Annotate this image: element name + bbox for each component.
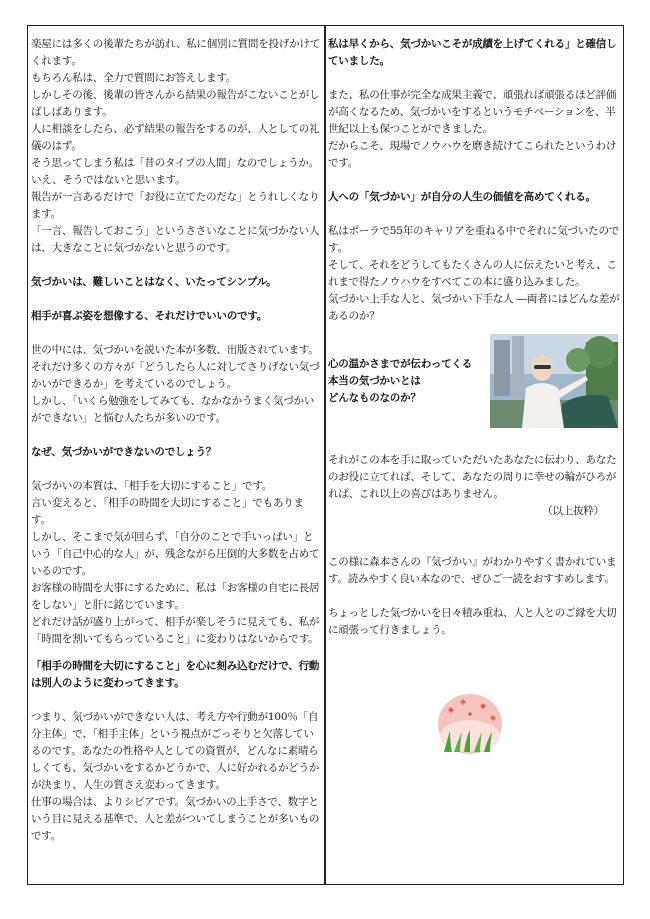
section-heading: 気づかいは、難しいことはなく、いたってシンプル。	[31, 276, 277, 288]
paragraph: どれだけ話が盛り上がって、相手が楽しそうに見えても、私が「時間を割いてもらっていること」に変わりはないからです。	[31, 616, 320, 645]
spacer	[328, 520, 620, 537]
photo-caption	[328, 356, 490, 407]
left-column	[31, 36, 321, 845]
paragraph: 楽屋には多くの後輩たちが訪れ、私に個別に質問を投げかけてくれます。	[31, 38, 321, 67]
paragraph: 気づかいの本質は、「相手を大切にすること」です。	[31, 480, 273, 492]
paragraph: もちろん私は、全力で質問にお答えします。	[31, 72, 237, 84]
spacer	[31, 692, 321, 709]
decorative-flower-illustration	[436, 692, 504, 756]
spacer	[31, 291, 321, 308]
paragraph: 人に相談をしたら、必ず結果の報告をするのが、人としての礼儀のはず。	[31, 123, 320, 152]
paragraph: そして、それをどうしてもたくさんの人に伝えたいと考え、これまで得たノウハウをすべてこの本に盛り込みました。	[328, 259, 617, 288]
photo-caption-line: 本当の気づかいとは	[328, 374, 421, 387]
section-heading: 相手が喜ぶ姿を想像する、それだけでいいのです。	[31, 310, 268, 322]
section-heading: 人への「気づかい」が自分の人生の価値を高めてくれる。	[328, 191, 596, 203]
column-divider	[324, 26, 326, 884]
photo-caption-line: どんなものなのか？	[328, 391, 421, 404]
spacer	[328, 435, 620, 452]
paragraph: 仕事の場合は、よりシビアです。気づかいの上手さで、数字という目に見える基準で、人と差がついてしまうことが多いものです。	[31, 796, 320, 842]
photo-caption-line: 心の温かさまでが伝わってくる	[328, 357, 473, 370]
paragraph: 報告が一言あるだけで「お役に立てたのだな」とうれしくなります。	[31, 191, 320, 220]
spacer	[31, 461, 321, 478]
spacer	[31, 427, 321, 444]
author-photo	[490, 334, 618, 428]
photo-section	[328, 333, 620, 429]
paragraph: お客様の時間を大事にするために、私は「お客様の自宅に長居をしない」と肝に銘じています。	[31, 582, 320, 611]
spacer	[328, 172, 620, 189]
paragraph: いえ、そうではないと思います。	[31, 174, 186, 186]
source-note: （以上抜粋）	[542, 505, 604, 517]
spacer	[328, 537, 620, 554]
spacer	[328, 70, 620, 87]
paragraph: ちょっとした気づかいを日々積み重ね、人と人とのご縁を大切に頑張って行きましょう。	[328, 607, 617, 636]
spacer	[31, 325, 321, 342]
paragraph: 気づかい上手な人と、気づかい下手な人 ―両者にはどんな差があるのか？	[328, 293, 620, 322]
paragraph: 私はポーラで55年のキャリアを重ねる中でそれに気づいたのです。	[328, 225, 620, 254]
section-heading: 「相手の時間を大切にすること」を心に刻み込むだけで、行動は別人のように変わってきます。	[31, 660, 320, 689]
paragraph: 言い変えると、「相手の時間を大切にすること」でもあります。	[31, 497, 304, 526]
paragraph: 「一言、報告しておこう」というささいなことに気づかない人は、大きなことに気づかないと思うのです。	[31, 225, 320, 254]
paragraph: しかし、「いくら勉強をしてみても、なかなかうまく気づかいができない」と悩む人たちが多いのです。	[31, 395, 315, 424]
right-column	[328, 36, 620, 639]
paragraph: それがこの本を手に取っていただいたあなたに伝わり、あなたのお役に立てれば、そして、あなたの周りに幸せの輪がひろがれば、これ以上の喜びはありません。	[328, 454, 617, 500]
section-heading: なぜ、気づかいができないのでしょう？	[31, 446, 217, 458]
spacer	[328, 588, 620, 605]
paragraph: この様に森本さんの『気づかい』がわかりやすく書かれています。読みやすく良い本なので、ぜひご一読をおすすめします。	[328, 556, 617, 585]
paragraph: また、私の仕事が完全な成果主義で、頑張れば頑張るほど評価が高くなるため、気づかいをするというモチベーションを、半世紀以上も保つことができました。	[328, 89, 617, 135]
spacer	[328, 206, 620, 223]
spacer	[31, 648, 321, 658]
spacer	[31, 257, 321, 274]
paragraph: しかし、そこまで気が回らず、「自分のことで手いっぱい」という「自己中心的な人」が、残念ながら圧倒的大多数を占めているのです。	[31, 531, 320, 577]
section-heading: 私は早くから、気づかいこそが成績を上げてくれる」と確信していました。	[328, 38, 617, 67]
right-column-bottom	[328, 435, 620, 639]
paragraph: だからこそ、現場でノウハウを磨き続けてこられたというわけです。	[328, 140, 617, 169]
paragraph: そう思ってしまう私は「昔のタイプの人間」なのでしょうか。	[31, 157, 319, 169]
paragraph: 世の中には、気づかいを説いた本が多数、出版されています。それだけ多くの方々が「どうしたら人に対してさりげない気づかいができるか」を考えているのでしょう。	[31, 344, 320, 390]
paragraph: つまり、気づかいができない人は、考え方や行動が100％「自分主体」で、「相手主体」という視点がごっそりと欠落しているのです。あなたの性格や人としての資質が、どんなに素晴らしくても、気づかいをするかどうかで、人に好かれるかどうかが決まり、人生の質さえ変わってきます。	[31, 711, 320, 791]
paragraph: しかしその後、後輩の皆さんから結果の報告がこないことがしばしばあります。	[31, 89, 320, 118]
right-column-top	[328, 36, 620, 325]
